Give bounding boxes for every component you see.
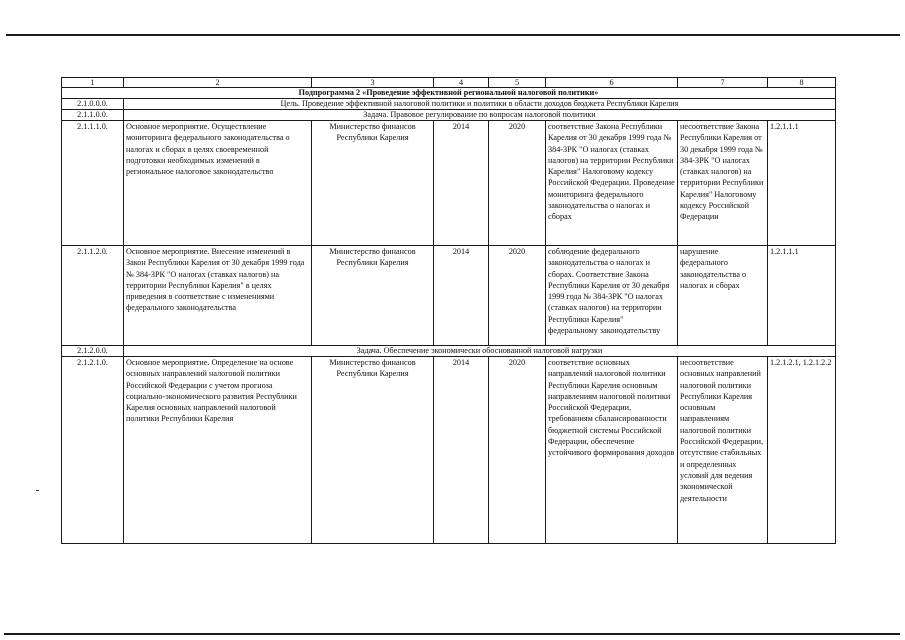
col-number-2: 2 (124, 78, 312, 88)
col-number-7: 7 (678, 78, 768, 88)
task-text: Задача. Правовое регулирование по вопросам налоговой политики (124, 110, 836, 121)
table-row (62, 246, 836, 346)
measure-expected-result: соблюдение федерального законодательства о налогах и сборах. Соответствие Закона Республики Карелия от 30 декабря 1999 года № 384-ЗРК "О налогах (ставках налогов) на территории Республики Карелия" федеральному законодательству (546, 246, 678, 346)
measure-start-year: 2014 (434, 121, 489, 246)
measure-end-year: 2020 (489, 121, 546, 246)
measure-code: 2.1.2.1.0. (62, 357, 124, 544)
measure-end-year: 2020 (489, 246, 546, 346)
measure-indicator: 1.2.1.1.1 (768, 121, 836, 246)
task-row (62, 110, 836, 121)
measure-consequence: несоответствие основных направлений налоговой политики Республики Карелия основным направлениям налоговой политики Российской Федерации, отсутствие стабильных и определенных условий для ведения экономической деятельности (678, 357, 768, 544)
task-row (62, 346, 836, 357)
task-code: 2.1.1.0.0. (62, 110, 124, 121)
column-number-header (62, 78, 836, 88)
subprogram-title: Подпрограмма 2 «Проведение эффективной региональной налоговой политики» (62, 88, 836, 99)
measure-code: 2.1.1.2.0. (62, 246, 124, 346)
measure-description: Основное мероприятие. Определение на основе основных направлений налоговой политики Российской Федерации с учетом прогноза социально-экономического развития Республики Карелия основных направлений налоговой политики Республики Карелия (124, 357, 312, 544)
measure-expected-result: соответствие Закона Республики Карелия от 30 декабря 1999 года № 384-ЗРК "О налогах (ставках налогов) на территории Республики Карелия" Налоговому кодексу Российской Федерации. Проведение мониторинга федерального законодательства о налогах и сборах (546, 121, 678, 246)
scan-speck (36, 490, 39, 491)
table-row (62, 121, 836, 246)
measure-expected-result: соответствие основных направлений налоговой политики Республики Карелия основным направлениям налоговой политики Российской Федерации, требованиям сбалансированности бюджетной системы Российской Федерации, обеспечение устойчивого формирования доходов (546, 357, 678, 544)
goal-text: Цель. Проведение эффективной налоговой политики и политики в области доходов бюджета Республики Карелия (124, 99, 836, 110)
task-text: Задача. Обеспечение экономически обоснованной налоговой нагрузки (124, 346, 836, 357)
goal-code: 2.1.0.0.0. (62, 99, 124, 110)
measure-consequence: несоответствие Закона Республики Карелия от 30 декабря 1999 года № 384-ЗРК "О налогах (ставках налогов) на территории Республики Карелия" Налоговому кодексу Российской Федерации (678, 121, 768, 246)
col-number-6: 6 (546, 78, 678, 88)
page-bottom-rule (4, 633, 900, 635)
measure-end-year: 2020 (489, 357, 546, 544)
col-number-4: 4 (434, 78, 489, 88)
subprogram-title-row (62, 88, 836, 99)
measure-executor: Министерство финансов Республики Карелия (312, 246, 434, 346)
measure-description: Основное мероприятие. Осуществление мониторинга федерального законодательства о налогах и сборах в целях своевременной подготовки необходимых изменений в региональное налоговое законодательство (124, 121, 312, 246)
measure-executor: Министерство финансов Республики Карелия (312, 357, 434, 544)
measure-indicator: 1.2.1.1.1 (768, 246, 836, 346)
measure-consequence: нарушение федерального законодательства о налогах и сборах (678, 246, 768, 346)
goal-row (62, 99, 836, 110)
col-number-8: 8 (768, 78, 836, 88)
measure-indicator: 1.2.1.2.1, 1.2.1.2.2 (768, 357, 836, 544)
measure-start-year: 2014 (434, 246, 489, 346)
measure-description: Основное мероприятие. Внесение изменений в Закон Республики Карелия от 30 декабря 1999 года № 384-ЗРК "О налогах (ставках налогов) на территории Республики Карелия" в целях приведения в соответствие с изменениями федерального законодательства (124, 246, 312, 346)
program-measures-table (61, 77, 836, 544)
measure-code: 2.1.1.1.0. (62, 121, 124, 246)
col-number-1: 1 (62, 78, 124, 88)
col-number-3: 3 (312, 78, 434, 88)
table-row (62, 357, 836, 544)
task-code: 2.1.2.0.0. (62, 346, 124, 357)
page-top-rule (6, 34, 900, 36)
measure-start-year: 2014 (434, 357, 489, 544)
col-number-5: 5 (489, 78, 546, 88)
measure-executor: Министерство финансов Республики Карелия (312, 121, 434, 246)
